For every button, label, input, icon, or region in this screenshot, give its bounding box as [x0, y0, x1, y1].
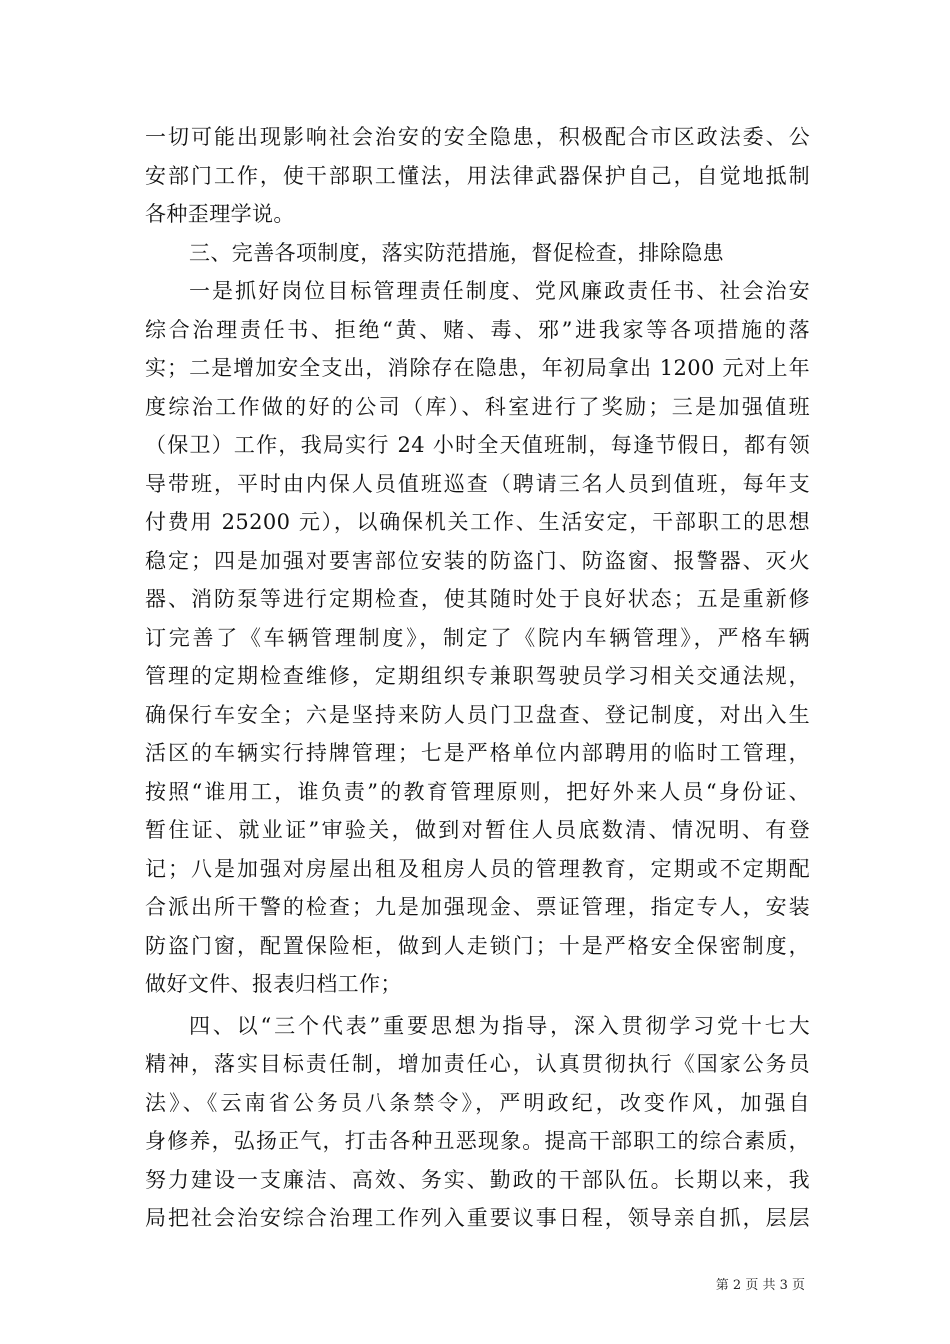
text-line: 活区的车辆实行持牌管理；七是严格单位内部聘用的临时工管理，: [145, 741, 810, 765]
text-line: 实；二是增加安全支出，消除存在隐患，年初局拿出 1200 元对上年: [145, 356, 810, 380]
text-line: 局把社会治安综合治理工作列入重要议事日程，领导亲自抓，层层: [145, 1206, 810, 1230]
text-line: 安部门工作，使干部职工懂法，用法律武器保护自己，自觉地抵制: [145, 163, 810, 188]
text-line: （保卫）工作，我局实行 24 小时全天值班制，每逢节假日，都有领: [145, 433, 810, 457]
document-body: [145, 118, 810, 1238]
text-line: 器、消防泵等进行定期检查，使其随时处于良好状态；五是重新修: [145, 587, 810, 611]
text-line: 精神，落实目标责任制，增加责任心，认真贯彻执行《国家公务员: [145, 1052, 810, 1076]
text-line: 订完善了《车辆管理制度》，制定了《院内车辆管理》，严格车辆: [145, 625, 810, 650]
text-line: 稳定；四是加强对要害部位安装的防盗门、防盗窗、报警器、灭火: [145, 548, 810, 573]
text-line: 按照“谁用工，谁负责”的教育管理原则，把好外来人员“身份证、: [145, 779, 810, 804]
page-number: 第 2 页 共 3 页: [715, 1278, 805, 1293]
text-line: 一切可能出现影响社会治安的安全隐患，积极配合市区政法委、公: [145, 125, 810, 149]
text-line: 身修养，弘扬正气，打击各种丑恶现象。提高干部职工的综合素质，: [145, 1129, 810, 1153]
text-line: 导带班，平时由内保人员值班巡查（聘请三名人员到值班，每年支: [145, 471, 810, 496]
text-line: 努力建设一支廉洁、高效、务实、勤政的干部队伍。长期以来，我: [145, 1167, 810, 1192]
text-line: 度综治工作做的好的公司（库）、科室进行了奖励；三是加强值班: [145, 394, 810, 419]
text-line: 暂住证、就业证”审验关，做到对暂住人员底数清、情况明、有登: [145, 818, 810, 842]
text-line: 确保行车安全；六是坚持来防人员门卫盘查、登记制度，对出入生: [145, 702, 810, 727]
section-paragraph-4: 四、以“三个代表”重要思想为指导，深入贯彻学习党十七大: [189, 1013, 810, 1038]
text-line: 防盗门窗，配置保险柜，做到人走锁门；十是严格安全保密制度，: [145, 933, 810, 958]
text-line: 做好文件、报表归档工作；: [145, 972, 402, 996]
text-line: 付费用 25200 元），以确保机关工作、生活安定，干部职工的思想: [145, 510, 810, 534]
text-line: 法》、《云南省公务员八条禁令》，严明政纪，改变作风，加强自: [145, 1090, 810, 1115]
text-line: 各种歪理学说。: [145, 202, 295, 226]
text-line: 管理的定期检查维修，定期组织专兼职驾驶员学习相关交通法规，: [145, 664, 810, 688]
section-heading-3: 三、完善各项制度，落实防范措施，督促检查，排除隐患: [189, 240, 724, 265]
text-line: 合派出所干警的检查；九是加强现金、票证管理，指定专人，安装: [145, 895, 810, 919]
text-line: 一是抓好岗位目标管理责任制度、党风廉政责任书、社会治安: [189, 279, 810, 303]
page-footer: [0, 1276, 950, 1296]
text-line: 记；八是加强对房屋出租及租房人员的管理教育，定期或不定期配: [145, 856, 810, 881]
text-line: 综合治理责任书、拒绝“黄、赌、毒、邪”进我家等各项措施的落: [145, 317, 810, 342]
